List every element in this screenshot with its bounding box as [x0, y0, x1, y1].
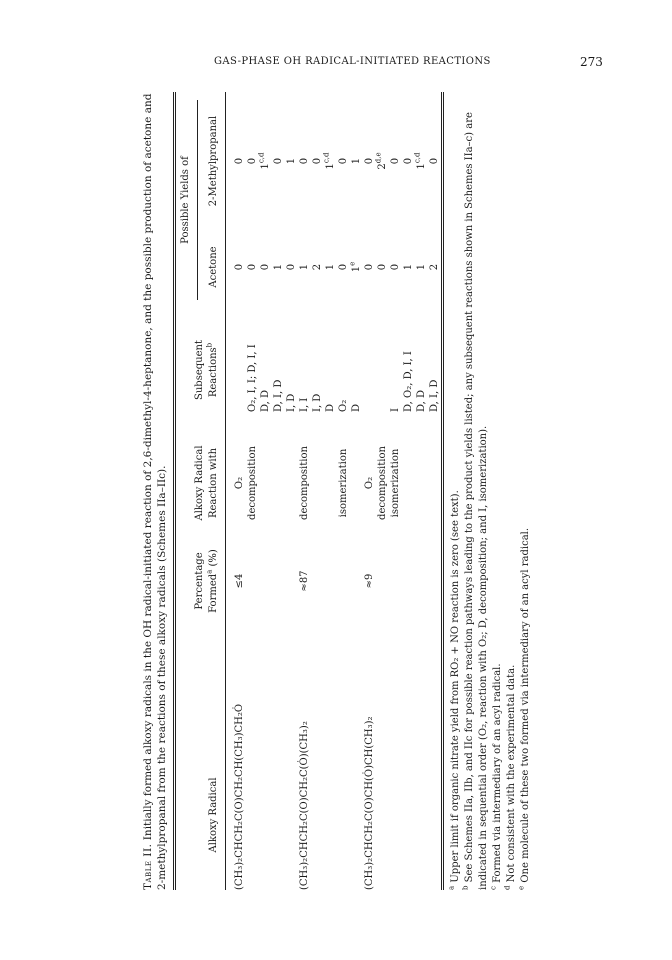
table-bottom-rule [441, 92, 444, 890]
table-row [298, 92, 311, 890]
footnote-text: See Schemes IIa, IIb, and IIc for possible reaction pathways leading to the product yields listed; any subsequent reactions shown in Schemes IIa–c) are [464, 112, 475, 886]
cell-acetone-value: 1 [403, 263, 414, 271]
cell-methylpropanal-value: 0 [429, 157, 440, 165]
cell-acetone-value: 0 [338, 263, 349, 271]
table-caption-text: Initially formed alkoxy radicals in the OH radical-initiated reaction of 2,6-dimethyl-4-heptanone, and the possible production of acetone and 2-methylpropanal from the reactions of these alkoxy radicals (Schemes IIa–IIc). [142, 93, 168, 890]
footnote-mark: c [489, 886, 498, 890]
cell-methylpropanal-value: 1 [325, 163, 336, 170]
header-subsequent-text: Reactions [208, 347, 219, 398]
cell-acetone [272, 242, 285, 292]
cell-acetone [337, 242, 350, 292]
table-row [389, 92, 402, 890]
cell-methylpropanal-value: 0 [234, 157, 245, 165]
footnote [491, 663, 505, 890]
cell-methylpropanal [376, 116, 389, 206]
cell-subsequent: O₂, I, I; D, I, I [247, 344, 258, 412]
cell-subsequent: D, D [416, 389, 427, 412]
table-row [272, 92, 285, 890]
table-row [311, 92, 324, 890]
cell-acetone-value: 0 [364, 263, 375, 271]
header-percentage-formed: Formed [208, 573, 219, 613]
cell-methylpropanal [415, 116, 428, 206]
cell-acetone-value: 1 [299, 263, 310, 271]
table-row [259, 92, 272, 890]
cell-acetone-value: 1 [416, 263, 427, 271]
footnote-text: Not consistent with the experimental data. [506, 664, 517, 886]
cell-percentage: ≈87 [299, 570, 310, 592]
header-reaction-l2: Reaction with [208, 447, 219, 519]
cell-acetone-footnote-mark: e [348, 261, 357, 266]
footnote [463, 112, 477, 890]
header-rule [225, 92, 226, 890]
table-label: Table II. [142, 843, 154, 890]
cell-methylpropanal [259, 116, 272, 206]
cell-methylpropanal-value: 1 [351, 157, 362, 165]
footnote-text: One molecule of these two formed via intermediary of an acyl radical. [520, 527, 531, 886]
cell-acetone [428, 242, 441, 292]
header-percentage-l1: Percentage [194, 552, 205, 610]
table-row [402, 92, 415, 890]
cell-methylpropanal [324, 116, 337, 206]
footnote-mark: b [461, 885, 470, 890]
cell-methylpropanal [285, 116, 298, 206]
table-row [337, 92, 350, 890]
footnote-mark: d [503, 885, 512, 890]
cell-reaction: O₂ [234, 476, 245, 490]
cell-reaction: decomposition [247, 446, 258, 520]
footnote [519, 528, 533, 890]
cell-methylpropanal-value: 0 [273, 157, 284, 165]
cell-methylpropanal [272, 116, 285, 206]
running-head-title: GAS-PHASE OH RADICAL-INITIATED REACTIONS [214, 56, 491, 67]
footnote-text: Upper limit if organic nitrate yield from RO₂ + NO reaction is zero (see text). [450, 490, 461, 886]
footnote [505, 665, 519, 890]
page-number: 273 [580, 55, 603, 69]
cell-percentage: ≤4 [234, 573, 245, 589]
cell-methylpropanal-value: 0 [390, 157, 401, 165]
cell-acetone-value: 1 [325, 263, 336, 271]
table-row [376, 92, 389, 890]
rotated-table [141, 92, 583, 890]
cell-acetone [376, 242, 389, 292]
cell-methylpropanal-value: 0 [403, 157, 414, 165]
cell-percentage: ≈9 [364, 573, 375, 589]
cell-reaction: isomerization [390, 448, 401, 518]
cell-acetone [363, 242, 376, 292]
cell-subsequent: D, O₂, D, I, I [403, 351, 414, 412]
cell-acetone [324, 242, 337, 292]
cell-acetone-value: 0 [260, 263, 271, 271]
cell-subsequent: D [351, 403, 362, 412]
cell-subsequent: I, I [299, 397, 310, 412]
table-caption [141, 92, 169, 890]
header-reaction [193, 428, 221, 538]
table-row [285, 92, 298, 890]
cell-methylpropanal-footnote-mark: d,e [374, 152, 383, 164]
cell-reaction: O₂ [364, 476, 375, 490]
cell-acetone [402, 242, 415, 292]
cell-methylpropanal-footnote-mark: c,d [257, 152, 266, 164]
cell-acetone [350, 242, 363, 292]
cell-acetone-value: 0 [234, 263, 245, 271]
footnote-text: indicated in sequential order (O₂, reaction with O₂; D, decomposition; and I, isomerization). [478, 425, 489, 890]
table-row [428, 92, 441, 890]
header-subsequent-l2 [207, 320, 221, 420]
cell-methylpropanal-value: 1 [260, 163, 271, 170]
cell-methylpropanal-footnote-mark: c,d [413, 152, 422, 164]
cell-subsequent: I [390, 408, 401, 412]
table-top-rule [173, 92, 176, 890]
cell-methylpropanal [428, 116, 441, 206]
cell-methylpropanal-value: 0 [364, 157, 375, 165]
cell-methylpropanal [233, 116, 246, 206]
table-row [324, 92, 337, 890]
cell-acetone-value: 2 [312, 263, 323, 271]
table-row [415, 92, 428, 890]
cell-radical: (CH₃)₂CHCH₂C(O)CH₂CH(CH₃)CH₂Ȯ [234, 703, 245, 890]
footnote-mark: e [517, 885, 526, 890]
cell-acetone-value: 1 [273, 263, 284, 271]
cell-acetone [285, 242, 298, 292]
header-yields-group: Possible Yields of [180, 156, 191, 244]
cell-acetone [311, 242, 324, 292]
table-row [350, 92, 363, 890]
footnote-mark: a [447, 885, 456, 890]
cell-subsequent: O₂ [338, 399, 349, 412]
cell-acetone [389, 242, 402, 292]
table-row [233, 92, 246, 890]
header-methylpropanal: 2-Methylpropanal [208, 115, 219, 207]
footnote-text: Formed via intermediary of an acyl radical. [492, 663, 503, 887]
cell-methylpropanal-footnote-mark: c,d [322, 152, 331, 164]
cell-methylpropanal [350, 116, 363, 206]
cell-acetone-value: 0 [286, 263, 297, 271]
header-subsequent-l1: Subsequent [194, 340, 205, 400]
cell-acetone-value: 0 [390, 263, 401, 271]
header-subsequent [193, 320, 221, 420]
cell-methylpropanal [298, 116, 311, 206]
cell-subsequent: D, I, D [429, 379, 440, 412]
footnote-mark-b: b [205, 342, 214, 348]
cell-methylpropanal-value: 1 [286, 157, 297, 165]
table-row [246, 92, 259, 890]
cell-methylpropanal-value: 0 [299, 157, 310, 165]
cell-acetone [246, 242, 259, 292]
cell-acetone-value: 0 [247, 263, 258, 271]
cell-acetone-value: 2 [429, 263, 440, 271]
header-reaction-l1: Alkoxy Radical [194, 445, 205, 521]
footnote [449, 490, 463, 890]
cell-radical: (CH₃)₂CHCH₂C(O)CH₂C(Ȯ)(CH₃)₂ [299, 721, 310, 890]
cell-acetone [298, 242, 311, 292]
cell-radical: (CH₃)₂CHCH₂C(O)CH(Ȯ)CH(CH₃)₂ [364, 716, 375, 890]
header-percentage-unit: (%) [208, 549, 219, 570]
header-percentage-l2 [207, 536, 221, 626]
cell-methylpropanal-value: 0 [338, 157, 349, 165]
cell-acetone [233, 242, 246, 292]
cell-subsequent: D, I, D [273, 379, 284, 412]
cell-acetone [259, 242, 272, 292]
header-alkoxy-radical: Alkoxy Radical [208, 777, 219, 853]
cell-subsequent: I, D [286, 393, 297, 412]
cell-methylpropanal-value: 0 [312, 157, 323, 165]
cell-subsequent: I, D [312, 393, 323, 412]
cell-reaction: decomposition [299, 446, 310, 520]
header-acetone: Acetone [208, 246, 219, 288]
footnote [477, 426, 491, 890]
cell-reaction: isomerization [338, 448, 349, 518]
cell-acetone [415, 242, 428, 292]
cell-subsequent: D [325, 403, 336, 412]
footnote-mark-a: a [205, 569, 214, 574]
cell-methylpropanal-value: 2 [377, 163, 388, 170]
cell-methylpropanal-value: 0 [247, 157, 258, 165]
cell-methylpropanal [337, 116, 350, 206]
yields-group-rule [197, 100, 198, 300]
table-row [363, 92, 376, 890]
cell-reaction: decomposition [377, 446, 388, 520]
cell-acetone-value: 1 [351, 265, 362, 273]
header-percentage [193, 536, 221, 626]
cell-acetone-value: 0 [377, 263, 388, 271]
cell-methylpropanal [389, 116, 402, 206]
running-head [0, 56, 672, 76]
cell-subsequent: D, D [260, 389, 271, 412]
cell-methylpropanal-value: 1 [416, 163, 427, 170]
